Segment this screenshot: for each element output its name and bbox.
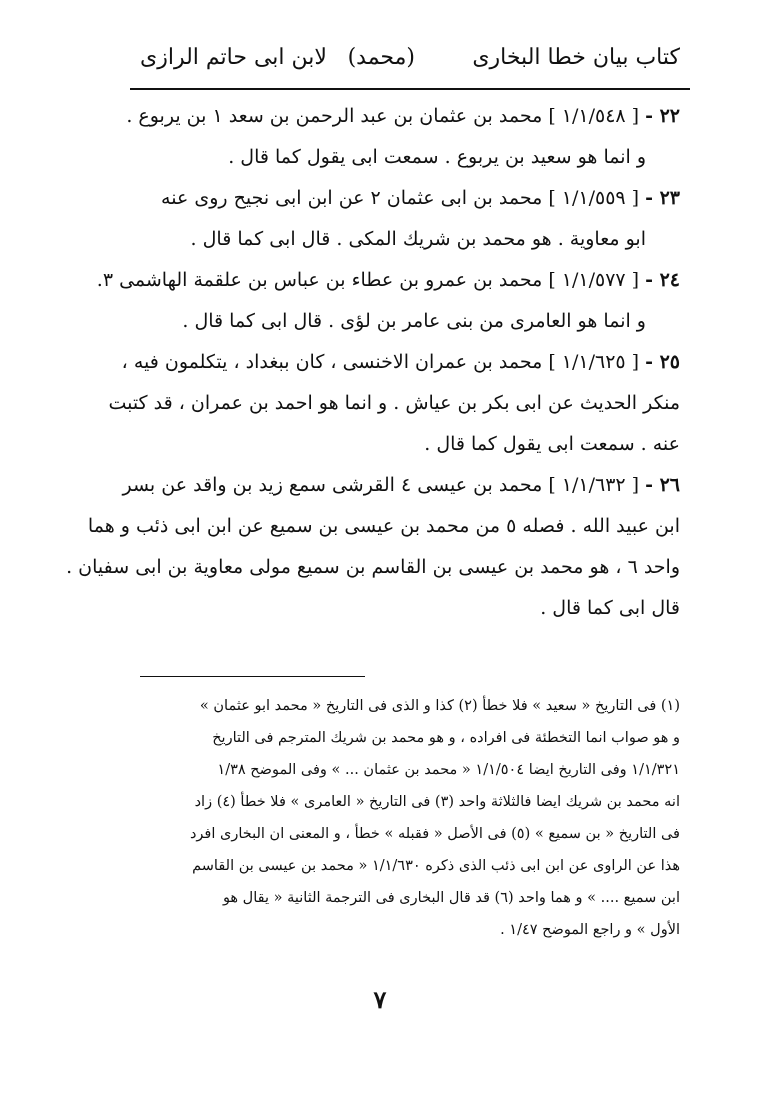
entry-number: ٢٤ - bbox=[645, 269, 680, 291]
entry-25 bbox=[108, 342, 680, 465]
footnote-line: ابن سميع .... » و هما واحد (٦) قد قال البخارى فى الترجمة الثانية « يقال هو bbox=[222, 890, 680, 906]
entry-line: منكر الحديث عن ابى بكر بن عياش . و انما هو احمد بن عمران ، قد كتبت bbox=[108, 392, 680, 414]
entry-number: ٢٣ - bbox=[645, 187, 680, 209]
entry-line: عنه . سمعت ابى يقول كما قال . bbox=[424, 433, 680, 455]
entry-line: ابو معاوية . هو محمد بن شريك المكى . قال ابى كما قال . bbox=[190, 228, 646, 250]
header-book-title: كتاب بيان خطا البخارى bbox=[472, 45, 680, 70]
running-header bbox=[140, 38, 680, 78]
header-author: لابن ابى حاتم الرازى bbox=[140, 45, 327, 70]
entry-24 bbox=[96, 260, 680, 342]
entry-number: ٢٢ - bbox=[645, 105, 680, 127]
footnote-line: و هو صواب انما التخطئة فى افراده ، و هو محمد بن شريك المترجم فى التاريخ bbox=[212, 730, 680, 746]
footnote-line: هذا عن الراوى عن ابن ابى ذئب الذى ذكره ١/١/٦٣٠ « محمد بن عيسى بن القاسم bbox=[192, 858, 680, 874]
entry-line: و انما هو العامرى من بنى عامر بن لؤى . قال ابى كما قال . bbox=[182, 310, 646, 332]
entry-line: و انما هو سعيد بن يربوع . سمعت ابى يقول كما قال . bbox=[228, 146, 646, 168]
footnote-line: (١) فى التاريخ « سعيد » فلا خطأ (٢) كذا و الذى فى التاريخ « محمد ابو عثمان » bbox=[199, 698, 680, 714]
footnote-line: الأول » و راجع الموضح ١/٤٧ . bbox=[500, 922, 680, 938]
entry-line: قال ابى كما قال . bbox=[540, 597, 680, 619]
entry-line: ٢٢ -[ ١/١/٥٤٨ ] محمد بن عثمان بن عبد الرحمن بن سعد ١ بن يربوع . bbox=[126, 105, 680, 127]
footnotes bbox=[140, 690, 680, 946]
footnote-rule bbox=[140, 676, 365, 677]
page-number: ٧ bbox=[373, 985, 387, 1014]
entry-line: ٢٥ -[ ١/١/٦٢٥ ] محمد بن عمران الاخنسى ، كان ببغداد ، يتكلمون فيه ، bbox=[121, 351, 680, 373]
entry-22 bbox=[126, 96, 680, 178]
entry-line: واحد ٦ ، هو محمد بن عيسى بن القاسم بن سميع مولى معاوية بن ابى سفيان . bbox=[66, 556, 680, 578]
entry-line: ابن عبيد الله . فصله ٥ من محمد بن عيسى بن سميع عن ابن ابى ذئب و هما bbox=[87, 515, 680, 537]
main-text bbox=[66, 96, 680, 629]
entry-number: ٢٥ - bbox=[645, 351, 680, 373]
entry-line: ٢٤ -[ ١/١/٥٧٧ ] محمد بن عمرو بن عطاء بن عباس بن علقمة الهاشمى ٣. bbox=[96, 269, 680, 291]
entry-line: ٢٦ -[ ١/١/٦٣٢ ] محمد بن عيسى ٤ القرشى سمع زيد بن واقد عن بسر bbox=[122, 474, 680, 496]
header-rule bbox=[130, 88, 690, 90]
footnote-line: فى التاريخ « بن سميع » (٥) فى الأصل « فقبله » خطأ ، و المعنى ان البخارى افرد bbox=[189, 826, 680, 842]
header-section: (محمد) bbox=[347, 45, 415, 70]
footnote-line: ١/١/٣٢١ وفى التاريخ ايضا ١/١/٥٠٤ « محمد بن عثمان ... » وفى الموضح ١/٣٨ bbox=[217, 762, 680, 778]
entry-23 bbox=[140, 178, 680, 260]
entry-26 bbox=[66, 465, 680, 629]
entry-line: ٢٣ -[ ١/١/٥٥٩ ] محمد بن ابى عثمان ٢ عن ابن ابى نجيح روى عنه bbox=[161, 187, 680, 209]
footnote-line: انه محمد بن شريك ايضا فالثلاثة واحد (٣) فى التاريخ « العامرى » فلا خطأ (٤) زاد bbox=[194, 794, 680, 810]
entry-number: ٢٦ - bbox=[645, 474, 680, 496]
